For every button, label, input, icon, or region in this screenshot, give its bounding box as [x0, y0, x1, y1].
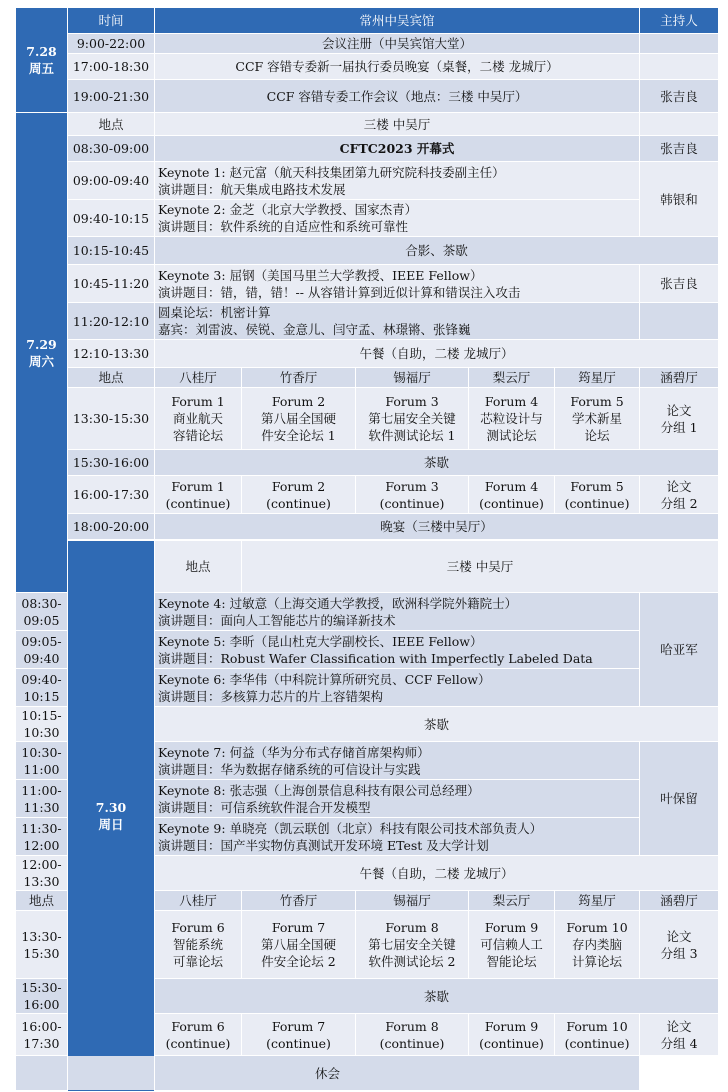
paper-session-label: 论文 [666, 478, 692, 494]
time-cell: 12:10-13:30 [68, 340, 155, 368]
forum-continue: (continue) [165, 495, 231, 511]
room-name: 筠星厅 [555, 891, 640, 911]
room-name: 筠星厅 [555, 368, 640, 388]
forum-name: 可信赖人工 [480, 937, 543, 952]
keynote-speaker: Keynote 8: 张志强（上海创景信息科技有限公司总经理） [158, 782, 480, 798]
forum-name: 测试论坛 [486, 428, 537, 443]
day2-cell [16, 113, 68, 593]
paper-session-group: 分组 1 [660, 419, 698, 435]
keynote-title: 演讲题目：错，错，错！-- 从容错计算到近似计算和错误注入攻击 [158, 284, 521, 300]
forum-cell [242, 388, 356, 450]
keynote-cell [155, 669, 640, 707]
forum-number: Forum 2 [271, 394, 326, 409]
location-cell: 三楼 中吴厅 [242, 541, 719, 593]
table-row [16, 541, 719, 593]
forum-continue: (continue) [379, 495, 445, 511]
table-row [16, 514, 719, 540]
event-cell: CCF 容错专委新一届执行委员晚宴（桌餐，二楼 龙城厅） [155, 54, 640, 80]
forum-name: 可靠论坛 [172, 954, 223, 969]
spacer-cell [16, 1091, 640, 1092]
roundtable-topic: 圆桌论坛：机密计算 [158, 305, 271, 320]
forum-name: 智能论坛 [486, 954, 537, 969]
day1-date: 7.28 [26, 44, 57, 59]
forum-cell [555, 388, 640, 450]
keynote-speaker: Keynote 6: 李华伟（中科院计算所研究员、CCF Fellow） [158, 671, 491, 687]
rooms-row [16, 368, 719, 388]
forum-number: Forum 4 [484, 478, 539, 494]
time-cell: 16:00-17:30 [16, 1014, 68, 1056]
time-cell: 15:30-16:00 [16, 979, 68, 1014]
location-cell: 三楼 中吴厅 [155, 113, 640, 136]
time-cell: 19:00-21:30 [68, 80, 155, 113]
forum-name: 容错论坛 [172, 428, 223, 443]
host-cell [640, 113, 719, 136]
forum-cell [242, 1014, 356, 1056]
time-cell: 15:30-16:00 [68, 450, 155, 476]
roundtable-cell [155, 303, 640, 340]
room-name: 锡福厅 [356, 368, 469, 388]
table-row [16, 340, 719, 368]
day3-weekday: 周日 [98, 817, 124, 832]
room-name: 竹香厅 [242, 368, 356, 388]
time-cell: 18:00-20:00 [68, 514, 155, 540]
location-label: 地点 [68, 113, 155, 136]
host-cell: 哈亚军 [640, 593, 719, 707]
room-name: 梨云厅 [469, 368, 555, 388]
forum-name: 论坛 [584, 428, 610, 443]
paper-session-label: 论文 [666, 1018, 692, 1034]
forum-number: Forum 5 [570, 394, 624, 409]
paper-session-group: 分组 3 [660, 945, 698, 961]
forum-cell [469, 388, 555, 450]
forum-number: Forum 2 [271, 478, 326, 494]
location-label: 地点 [155, 541, 242, 593]
forum-cell [242, 911, 356, 979]
keynote-title: 演讲题目：Robust Wafer Classification with Imperfectly Labeled Data [158, 650, 593, 666]
forum-cell [555, 476, 640, 514]
time-cell: 09:05-09:40 [16, 631, 68, 669]
forum-cell [356, 1014, 469, 1056]
paper-session-cell [640, 476, 719, 514]
event-cell: 会议注册（中吴宾馆大堂） [155, 34, 640, 54]
keynote-speaker: Keynote 5: 李昕（昆山杜克大学副校长、IEEE Fellow） [158, 633, 483, 649]
keynote-speaker: Keynote 3: 屈钢（美国马里兰大学教授、IEEE Fellow） [158, 267, 483, 283]
host-cell [640, 34, 719, 54]
forum-number: Forum 7 [271, 920, 326, 935]
keynote-title: 演讲题目：国产半实物仿真测试开发环境 ETest 及大学计划 [158, 837, 489, 853]
time-cell: 10:30-11:00 [16, 742, 68, 780]
keynote-cell [155, 162, 640, 200]
forum-name: 学术新星 [572, 411, 623, 426]
time-cell: 08:30-09:05 [16, 593, 68, 631]
room-name: 涵碧厅 [640, 891, 719, 911]
table-row [16, 450, 719, 476]
forum-cell [555, 1014, 640, 1056]
time-cell: 9:00-22:00 [68, 34, 155, 54]
time-cell: 09:40-10:15 [16, 669, 68, 707]
host-cell: 张吉良 [640, 265, 719, 303]
keynote-cell [155, 265, 640, 303]
keynote-speaker: Keynote 2: 金芝（北京大学教授、国家杰青） [158, 202, 418, 217]
table-row [16, 162, 719, 200]
time-cell: 09:40-10:15 [68, 200, 155, 237]
keynote-title: 演讲题目：软件系统的自适应性和系统可靠性 [158, 219, 409, 234]
forum-cell [155, 388, 242, 450]
day2-date: 7.29 [26, 336, 57, 352]
forum-number: Forum 7 [271, 1018, 326, 1034]
table-row [16, 136, 719, 162]
paper-session-cell [640, 388, 719, 450]
forum-cell [155, 476, 242, 514]
room-name: 锡福厅 [356, 891, 469, 911]
forum-name: 第七届安全关键 [368, 937, 456, 952]
time-cell: 09:00-09:40 [68, 162, 155, 200]
forum-number: Forum 8 [385, 1018, 439, 1034]
host-cell: 韩银和 [640, 162, 719, 237]
header-time: 时间 [68, 8, 155, 34]
forum-continue: (continue) [564, 495, 630, 511]
closing-cell: 休会 [16, 1056, 640, 1091]
time-cell: 11:00-11:30 [16, 780, 68, 818]
forum-continue: (continue) [266, 1035, 331, 1051]
header-row [16, 8, 719, 34]
event-cell: 合影、茶歇 [155, 237, 719, 265]
host-cell: 张吉良 [640, 136, 719, 162]
keynote-cell [155, 818, 640, 856]
paper-session-cell [640, 911, 719, 979]
table-row [16, 303, 719, 340]
keynote-cell [155, 593, 640, 631]
forum-cell [469, 911, 555, 979]
keynote-title: 演讲题目：航天集成电路技术发展 [158, 181, 346, 197]
forum-name: 软件测试论坛 1 [368, 428, 456, 443]
forum-cell [155, 911, 242, 979]
forum-name: 第八届全国硬 [260, 937, 336, 952]
day2-weekday: 周六 [28, 353, 54, 369]
forum-number: Forum 5 [570, 478, 624, 494]
host-cell [640, 54, 719, 80]
event-cell: CCF 容错专委工作会议（地点：三楼 中吴厅） [155, 80, 640, 113]
table-row [16, 54, 719, 80]
table-row [16, 80, 719, 113]
time-cell: 16:00-17:30 [68, 476, 155, 514]
time-cell: 10:15-10:30 [16, 707, 68, 742]
keynote-title: 演讲题目：多核算力芯片的片上容错架构 [158, 688, 384, 704]
forums-row [16, 388, 719, 450]
host-cell: 叶保留 [640, 742, 719, 856]
forum-number: Forum 6 [171, 1018, 225, 1034]
room-name: 梨云厅 [469, 891, 555, 911]
host-cell: 张吉良 [640, 80, 719, 113]
location-label: 地点 [68, 368, 155, 388]
day1-weekday: 周五 [28, 61, 54, 76]
keynote-speaker: Keynote 7: 何益（华为分布式存储首席架构师） [158, 744, 430, 760]
forum-name: 第八届全国硬 [260, 411, 336, 426]
time-cell: 12:00-13:30 [16, 856, 68, 891]
event-cell: 茶歇 [155, 450, 719, 476]
forum-cell [356, 911, 469, 979]
day1-cell [16, 8, 68, 113]
forum-number: Forum 1 [171, 478, 225, 494]
paper-session-label: 论文 [666, 402, 692, 418]
room-name: 竹香厅 [242, 891, 356, 911]
forum-cell [469, 1014, 555, 1056]
forum-continue: (continue) [564, 1035, 630, 1051]
keynote-cell [155, 742, 640, 780]
spacer-row [16, 1091, 719, 1092]
host-cell [640, 303, 719, 340]
paper-session-group: 分组 2 [660, 495, 698, 511]
forum-name: 第七届安全关键 [368, 411, 456, 426]
keynote-speaker: Keynote 1: 赵元富（航天科技集团第九研究院科技委副主任） [158, 164, 505, 180]
forum-number: Forum 6 [171, 920, 225, 935]
paper-session-label: 论文 [666, 928, 692, 944]
event-cell: 午餐（自助，二楼 龙城厅） [155, 856, 719, 891]
room-name: 八桂厅 [155, 368, 242, 388]
keynote-cell [155, 631, 640, 669]
forum-number: Forum 9 [484, 920, 539, 935]
room-name: 涵碧厅 [640, 368, 719, 388]
table-row [16, 1056, 719, 1091]
table-row [16, 237, 719, 265]
forum-cell [356, 476, 469, 514]
forum-name: 件安全论坛 2 [261, 954, 336, 969]
forum-name: 件安全论坛 1 [261, 428, 336, 443]
forum-continue: (continue) [479, 1035, 544, 1051]
day3-date: 7.30 [95, 800, 127, 815]
forum-continue: (continue) [266, 495, 331, 511]
keynote-title: 演讲题目：华为数据存储系统的可信设计与实践 [158, 761, 421, 777]
forums-continue-row [16, 476, 719, 514]
paper-session-group: 分组 4 [660, 1035, 698, 1051]
time-cell: 08:30-09:00 [68, 136, 155, 162]
forum-name: 存内类脑 [572, 937, 623, 952]
table-row [16, 34, 719, 54]
keynote-title: 演讲题目：可信系统软件混合开发模型 [158, 799, 371, 815]
event-cell: 晚宴（三楼中吴厅） [155, 514, 719, 540]
time-cell: 10:15-10:45 [68, 237, 155, 265]
keynote-cell [155, 200, 640, 237]
keynote-speaker: Keynote 9: 单晓亮（凯云联创（北京）科技有限公司技术部负责人） [158, 820, 543, 836]
forum-continue: (continue) [379, 1035, 445, 1051]
paper-session-cell [640, 1014, 719, 1056]
forum-number: Forum 10 [566, 920, 628, 935]
keynote-cell [155, 780, 640, 818]
time-cell: 13:30-15:30 [16, 911, 68, 979]
day3-cell [68, 541, 155, 1092]
opening-ceremony: CFTC2023 开幕式 [155, 136, 640, 162]
location-label: 地点 [16, 891, 68, 911]
forum-number: Forum 3 [385, 394, 439, 409]
table-row [16, 200, 719, 237]
forum-number: Forum 10 [566, 1018, 628, 1034]
time-cell: 13:30-15:30 [68, 388, 155, 450]
time-cell: 11:30-12:00 [16, 818, 68, 856]
event-cell: 午餐（自助，二楼 龙城厅） [155, 340, 719, 368]
forum-cell [155, 1014, 242, 1056]
forum-number: Forum 4 [484, 394, 539, 409]
forum-name: 商业航天 [172, 411, 223, 426]
forum-number: Forum 8 [385, 920, 439, 935]
forum-cell [555, 911, 640, 979]
forum-name: 芯粒设计与 [480, 411, 543, 426]
header-host: 主持人 [640, 8, 719, 34]
forum-continue: (continue) [165, 1035, 231, 1051]
event-cell: 茶歇 [155, 979, 719, 1014]
forum-number: Forum 9 [484, 1018, 539, 1034]
keynote-title: 演讲题目：面向人工智能芯片的编译新技术 [158, 612, 396, 628]
forum-number: Forum 3 [385, 478, 439, 494]
room-name: 八桂厅 [155, 891, 242, 911]
table-row [16, 265, 719, 303]
table-row [16, 113, 719, 136]
roundtable-guests: 嘉宾：刘雷波、侯锐、金意儿、闫守孟、林璟锵、张锋巍 [158, 322, 471, 337]
event-cell: 茶歇 [155, 707, 719, 742]
keynote-speaker: Keynote 4: 过敏意（上海交通大学教授，欧洲科学院外籍院士） [158, 595, 518, 611]
time-cell: 11:20-12:10 [68, 303, 155, 340]
forum-cell [356, 388, 469, 450]
time-cell: 17:00-18:30 [68, 54, 155, 80]
forum-name: 智能系统 [172, 937, 223, 952]
forum-name: 计算论坛 [572, 954, 623, 969]
forum-continue: (continue) [479, 495, 544, 511]
header-venue: 常州中吴宾馆 [155, 8, 640, 34]
forum-cell [242, 476, 356, 514]
time-cell: 10:45-11:20 [68, 265, 155, 303]
schedule-table [15, 7, 719, 1092]
forum-cell [469, 476, 555, 514]
forum-number: Forum 1 [171, 394, 225, 409]
forum-name: 软件测试论坛 2 [368, 954, 456, 969]
